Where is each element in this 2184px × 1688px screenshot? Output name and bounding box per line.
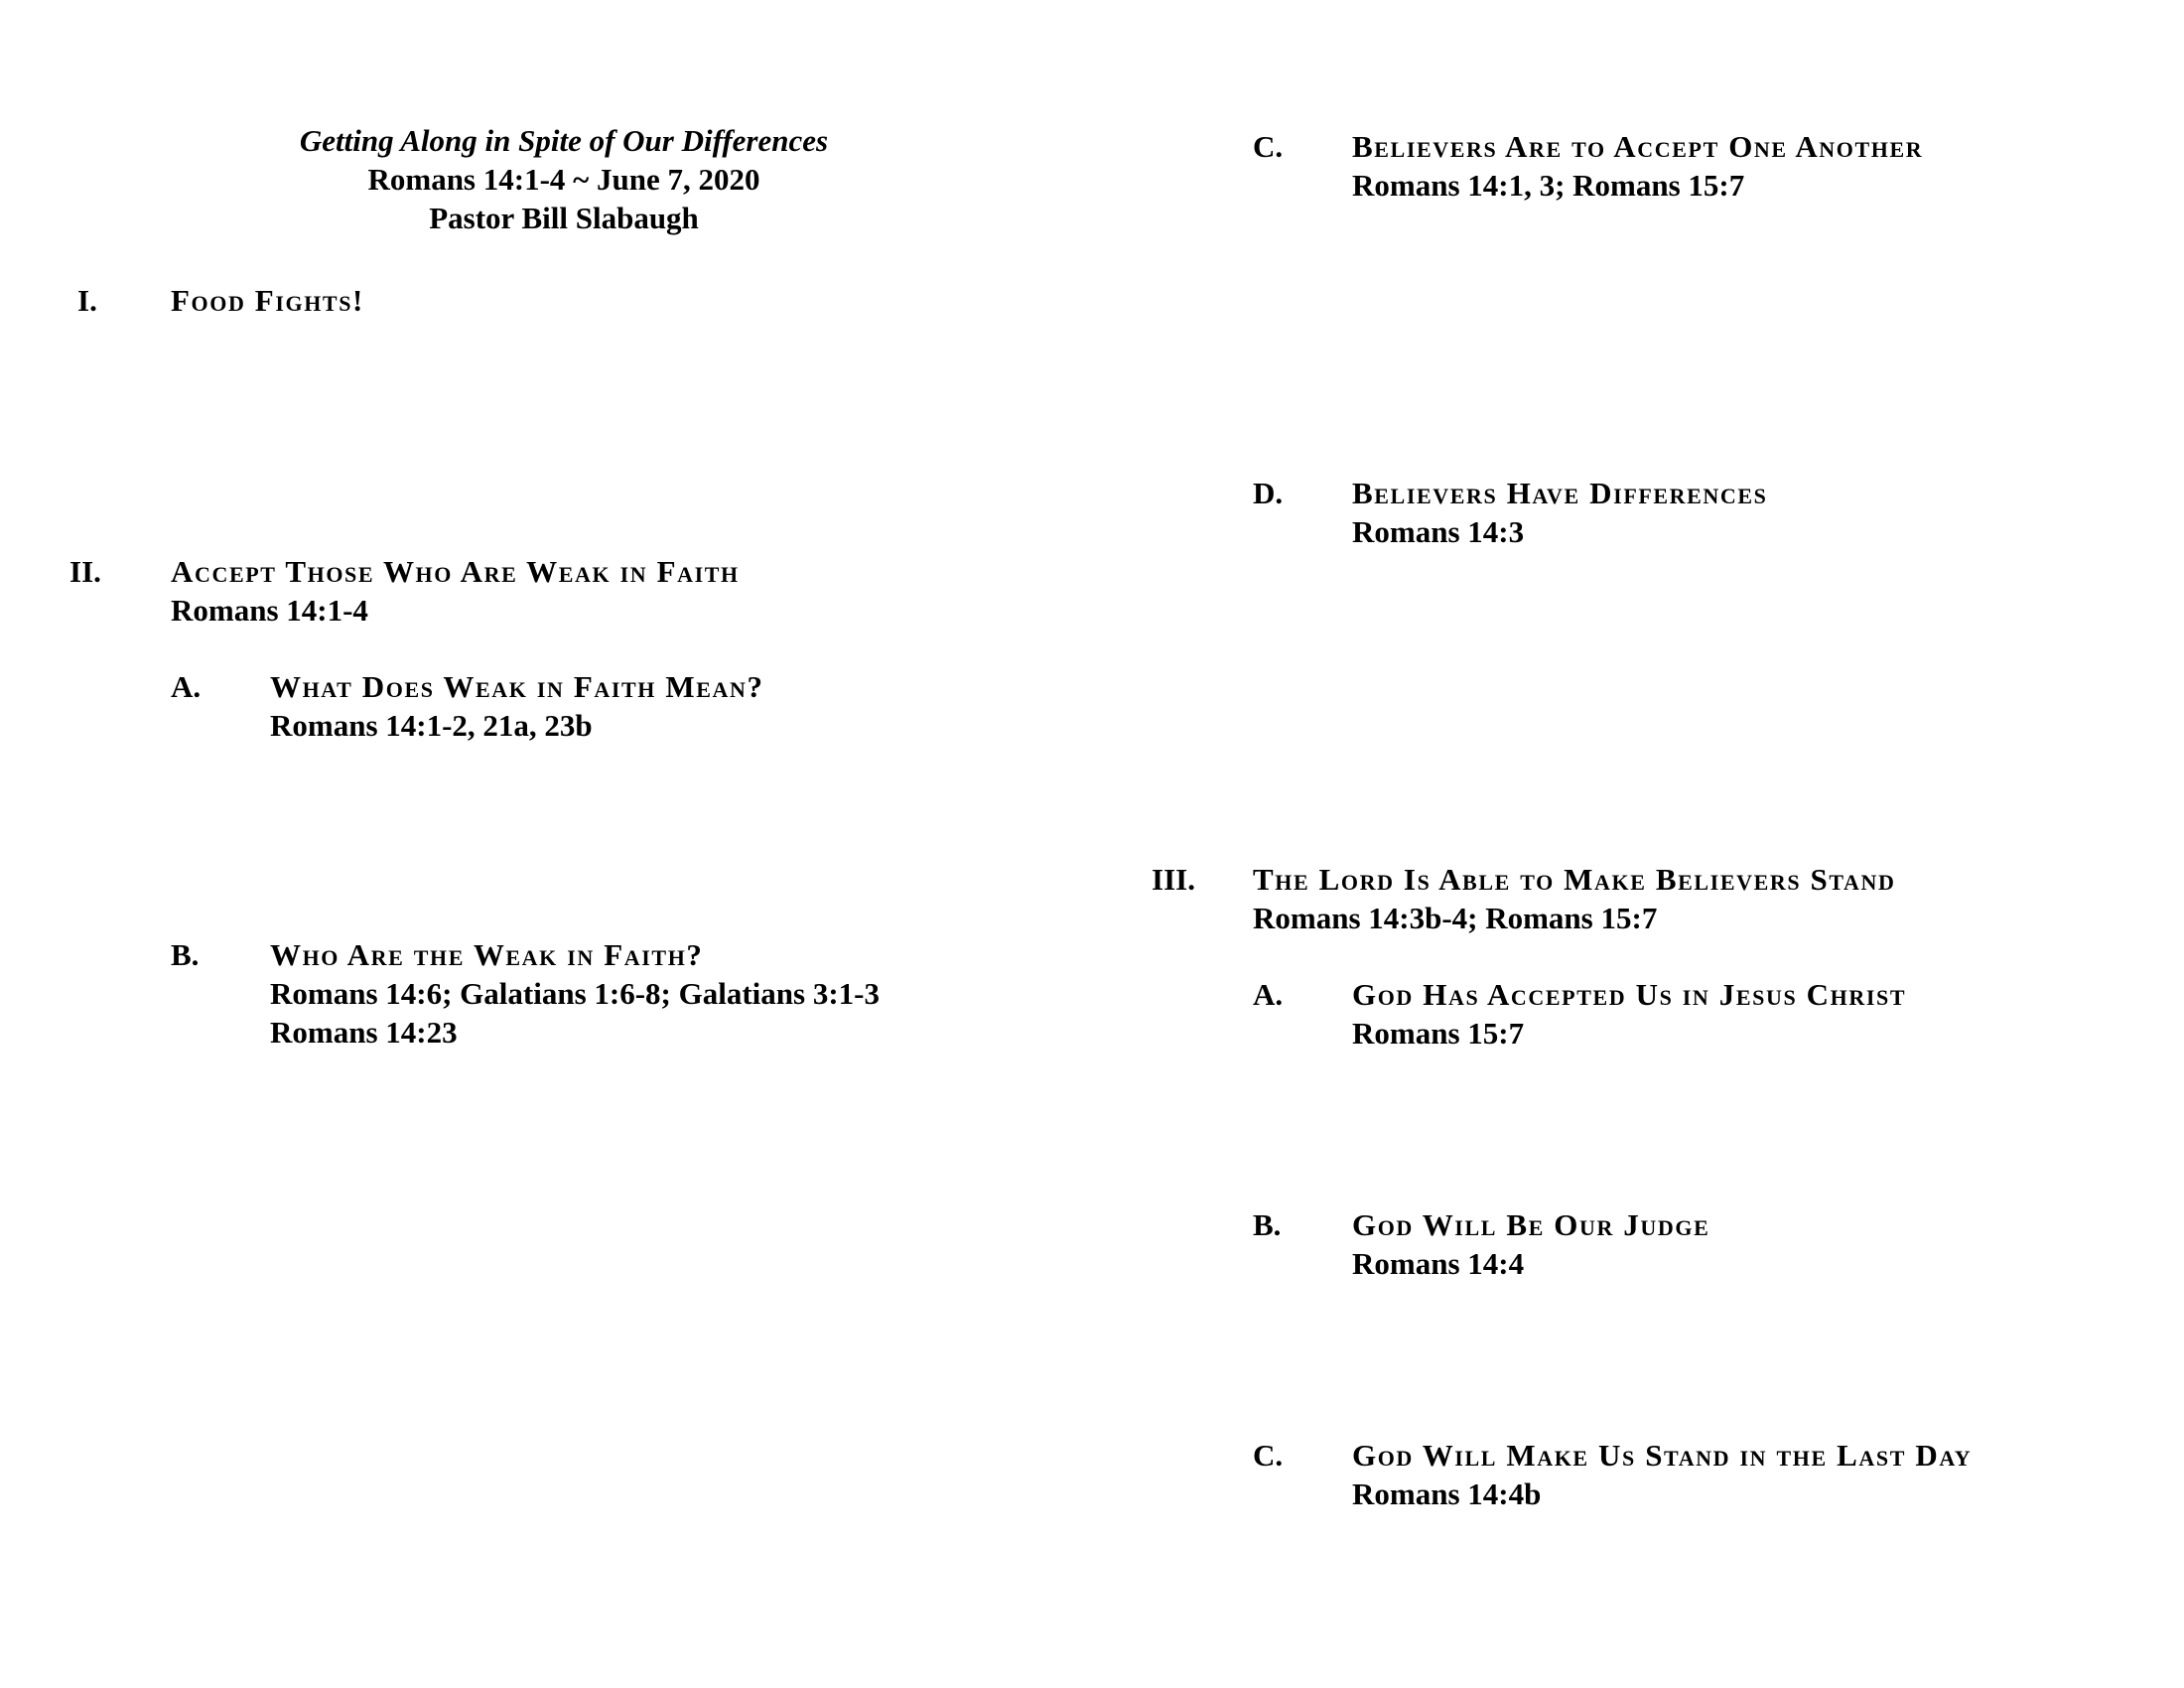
section-3b-reference: Romans 14:4 [1352,1246,1525,1281]
section-2c-number: C. [1253,129,1284,164]
section-2a-heading: What Does Weak in Faith Mean? [270,669,764,704]
sermon-subtitle: Romans 14:1-4 ~ June 7, 2020 [367,162,760,197]
section-2a-number: A. [171,669,202,704]
section-2d-heading: Believers Have Differences [1352,476,1768,510]
section-2b-heading: Who Are the Weak in Faith? [270,937,704,972]
section-2d-number: D. [1253,476,1284,510]
section-3a-number: A. [1253,977,1284,1012]
section-3c-reference: Romans 14:4b [1352,1477,1542,1511]
sermon-header [167,121,961,237]
section-2-number: II. [69,554,101,589]
section-3a-heading: God Has Accepted Us in Jesus Christ [1352,977,1907,1012]
section-3a-reference: Romans 15:7 [1352,1016,1525,1051]
section-2b-reference-2: Romans 14:23 [270,1015,458,1050]
section-2b-number: B. [171,937,200,972]
section-1-number: I. [77,283,97,318]
section-3-heading: The Lord Is Able to Make Believers Stand [1253,862,1896,897]
section-3c-heading: God Will Make Us Stand in the Last Day [1352,1438,1973,1473]
section-2c-reference: Romans 14:1, 3; Romans 15:7 [1352,168,1745,203]
section-3c-number: C. [1253,1438,1284,1473]
section-2-reference: Romans 14:1-4 [171,593,368,628]
section-3-reference: Romans 14:3b-4; Romans 15:7 [1253,901,1658,935]
sermon-title: Getting Along in Spite of Our Differences [299,123,829,158]
section-3-number: III. [1152,862,1195,897]
section-2a-reference: Romans 14:1-2, 21a, 23b [270,708,593,743]
section-2-heading: Accept Those Who Are Weak in Faith [171,554,740,589]
section-2c-heading: Believers Are to Accept One Another [1352,129,1924,164]
section-2b-reference-1: Romans 14:6; Galatians 1:6-8; Galatians 3:1-3 [270,976,880,1011]
section-1-heading: Food Fights! [171,283,364,318]
section-2d-reference: Romans 14:3 [1352,514,1525,549]
sermon-pastor: Pastor Bill Slabaugh [429,201,699,235]
section-3b-number: B. [1253,1207,1282,1242]
section-3b-heading: God Will Be Our Judge [1352,1207,1710,1242]
